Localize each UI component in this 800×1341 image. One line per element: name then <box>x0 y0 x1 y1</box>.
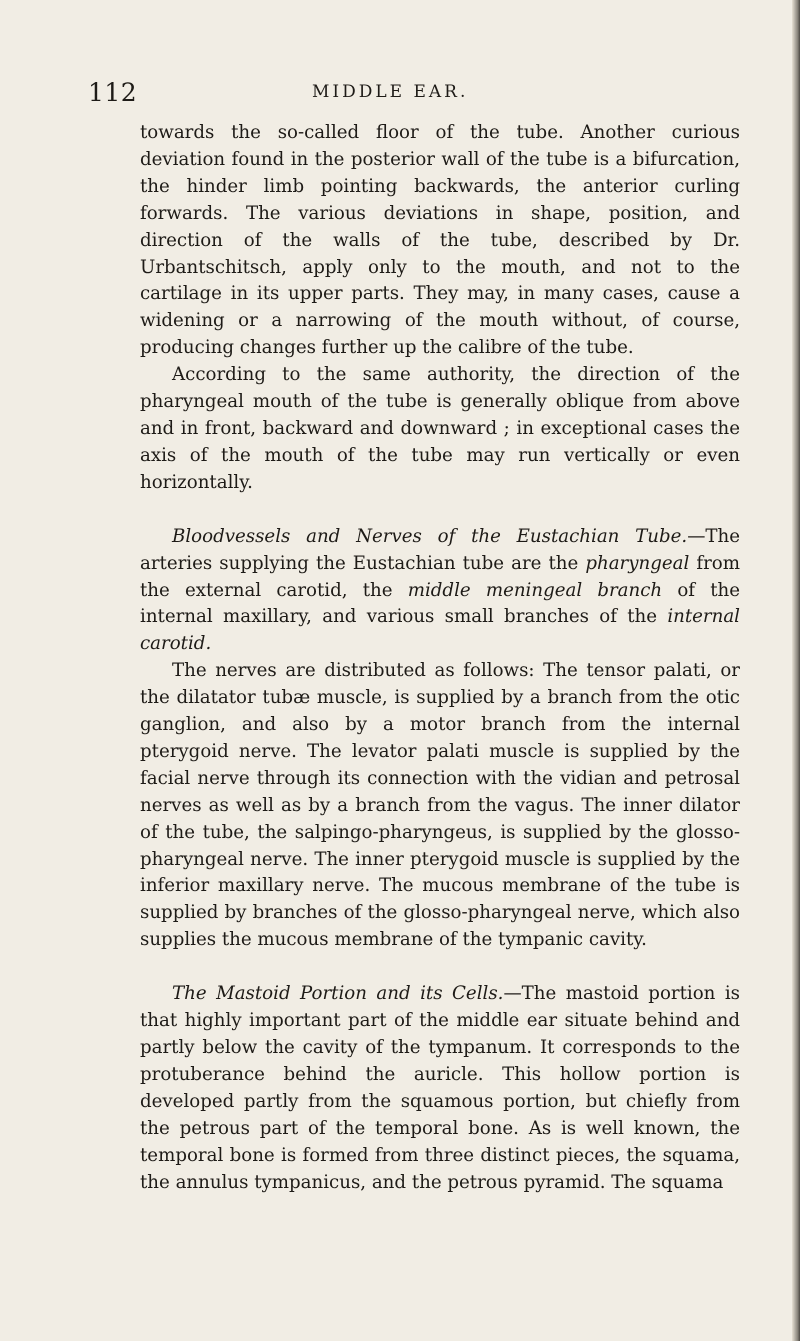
emphasis-term: middle meningeal branch <box>407 579 663 601</box>
paragraph-text: —The mastoid portion is that highly important part of the middle ear situate behind and partly below the cavity of the tympanum. It corresponds to the protuberance behind the auricle. This hollow portion is developed partly from the squamous portion, but chiefly from the petrous part of the temporal bone. As is well known, the temporal bone is formed from three distinct pieces, the squama, the annulus tympanicus, and the petrous pyramid. The squama <box>140 983 740 1193</box>
section-heading-bloodvessels: Bloodvessels and Nerves of the Eustachian Tube. <box>172 525 688 547</box>
paragraph-1: towards the so-called floor of the tube. Another curious deviation found in the posterior wall of the tube is a bifurcation, the hinder limb pointing backwards, the anterior curling forwards. The various deviations in shape, position, and direction of the walls of the tube, described by Dr. Urbantschitsch, apply only to the mouth, and not to the cartilage in its upper parts. They may, in many cases, cause a widening or a narrowing of the mouth without, of course, producing changes further up the calibre of the tube. <box>140 122 740 359</box>
paragraph-text: of the internal maxillary, and various small branches of the <box>140 579 740 628</box>
paragraph-bloodvessels <box>140 524 740 659</box>
section-heading-mastoid: The Mastoid Portion and its Cells. <box>172 983 504 1005</box>
running-head: MIDDLE EAR. <box>312 82 469 102</box>
paragraph-2: According to the same authority, the direction of the pharyngeal mouth of the tube is generally oblique from above and in front, backward and downward ; in exceptional cases the axis of the mouth of the tube may run vertically or even horizontally. <box>140 364 740 493</box>
emphasis-term: internal carotid. <box>140 606 740 655</box>
body-text <box>140 120 740 1196</box>
page-header <box>0 78 800 108</box>
emphasis-term: pharyngeal <box>585 552 690 574</box>
paragraph-text: —The arteries supplying the Eustachian tube are the <box>140 525 740 574</box>
page-number: 112 <box>88 78 138 107</box>
paragraph-text: from the external carotid, the <box>140 552 740 601</box>
paragraph-nerves: The nerves are distributed as follows: The tensor palati, or the dilatator tubæ muscle, is supplied by a branch from the otic ganglion, and also by a motor branch from the internal pterygoid nerve. The levator palati muscle is supplied by the facial nerve through its connection with the vidian and petrosal nerves as well as by a branch from the vagus. The inner dilator of the tube, the salpingo-pharyngeus, is supplied by the glosso-pharyngeal nerve. The inner pterygoid muscle is supplied by the inferior maxillary nerve. The mucous membrane of the tube is supplied by branches of the glosso-pharyngeal nerve, which also supplies the mucous membrane of the tympanic cavity. <box>140 660 740 951</box>
page-edge-shadow <box>792 0 800 1341</box>
paragraph-mastoid <box>140 981 740 1196</box>
